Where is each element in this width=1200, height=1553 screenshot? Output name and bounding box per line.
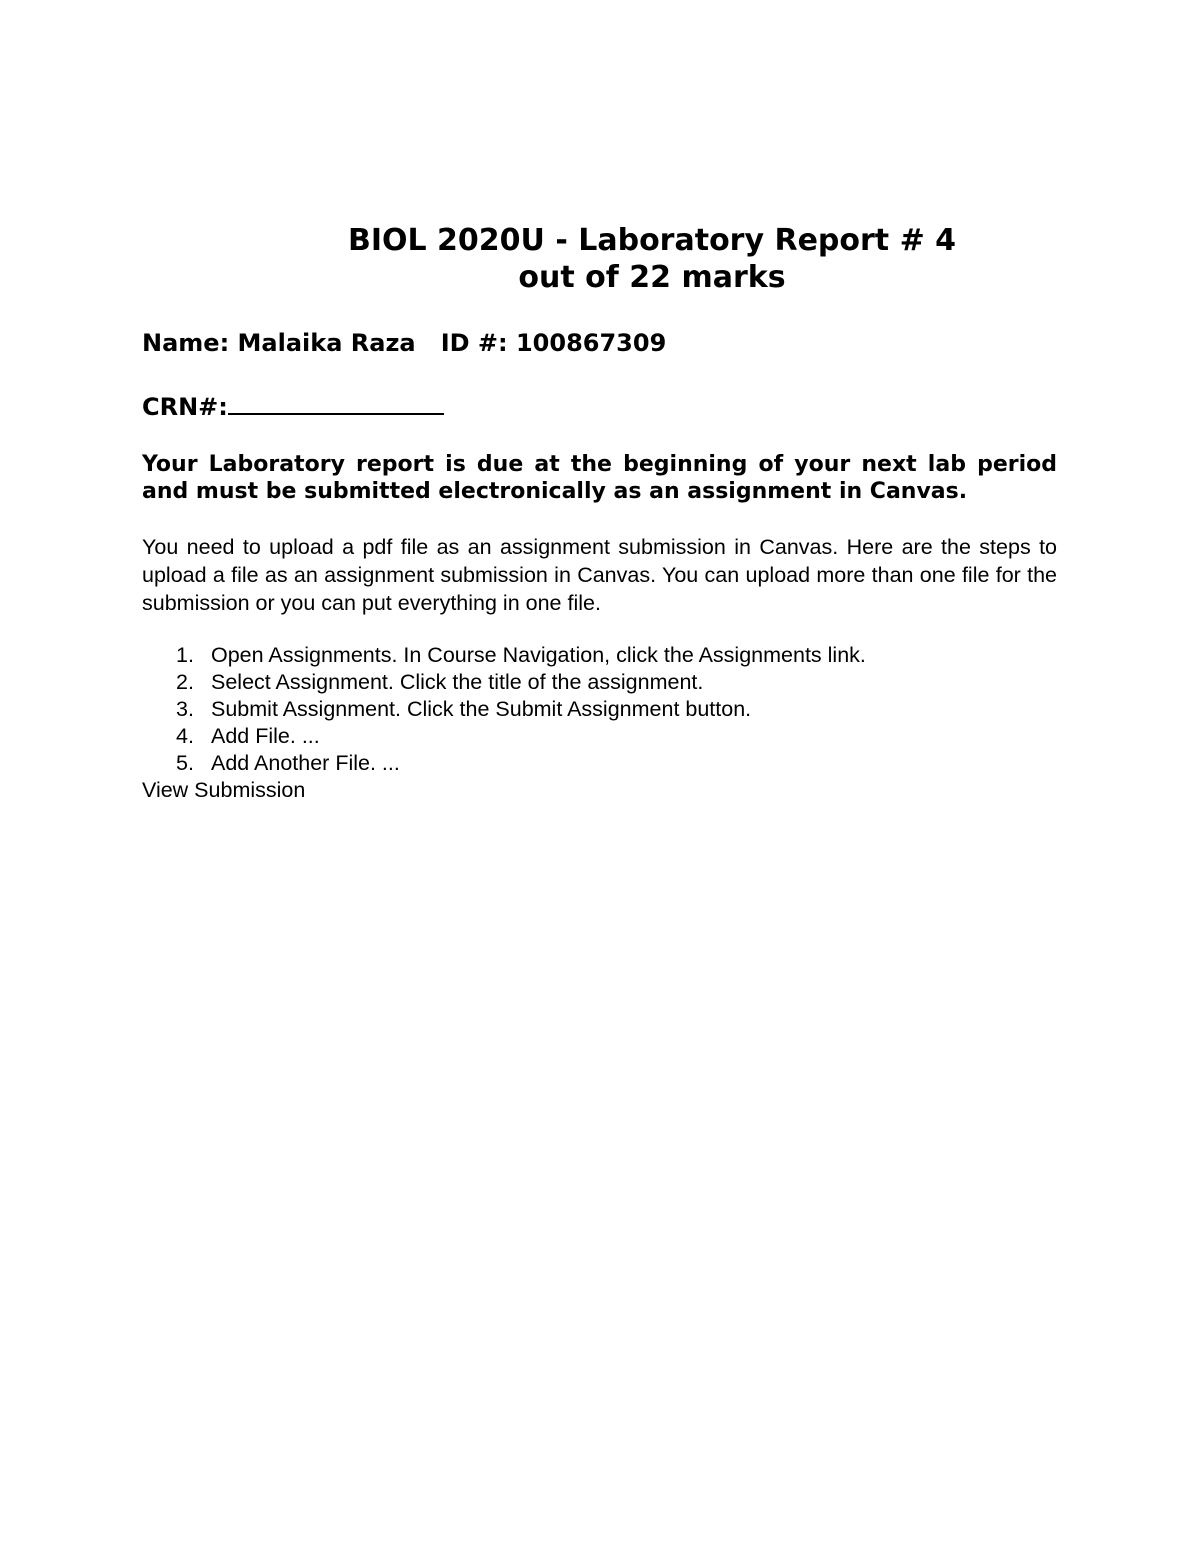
list-item xyxy=(142,723,1057,750)
crn-line xyxy=(142,392,1057,422)
crn-label: CRN#: xyxy=(142,393,228,421)
step-text: Select Assignment. Click the title of the assignment. xyxy=(211,670,704,694)
step-number: 4. xyxy=(176,724,194,748)
document-page xyxy=(142,222,1057,804)
due-notice: Your Laboratory report is due at the beginning of your next lab period and must be submitted electronically as an assignment in Canvas. xyxy=(142,452,1057,504)
name-label: Name: xyxy=(142,329,230,357)
student-info-line xyxy=(142,328,1057,358)
step-text: Add Another File. ... xyxy=(211,751,400,775)
step-number: 5. xyxy=(176,751,194,775)
crn-blank-underline xyxy=(228,393,444,415)
step-text: Add File. ... xyxy=(211,724,320,748)
list-item xyxy=(142,642,1057,669)
list-item xyxy=(142,669,1057,696)
upload-instructions: You need to upload a pdf file as an assignment submission in Canvas. Here are the steps to upload a file as an assignment submission in Canvas. You can upload more than one file for the submission or you can put everything in one file. xyxy=(142,535,1057,615)
list-item xyxy=(142,696,1057,723)
report-title xyxy=(142,222,1057,296)
list-item xyxy=(142,750,1057,777)
report-title-line-2: out of 22 marks xyxy=(518,260,786,295)
step-number: 3. xyxy=(176,697,194,721)
view-submission-text: View Submission xyxy=(142,778,306,802)
id-value: 100867309 xyxy=(515,329,667,357)
report-title-line-1: BIOL 2020U - Laboratory Report # 4 xyxy=(347,223,957,258)
step-text: Submit Assignment. Click the Submit Assignment button. xyxy=(211,697,752,721)
id-label: ID #: xyxy=(440,329,508,357)
name-value: Malaika Raza xyxy=(237,329,416,357)
step-number: 2. xyxy=(176,670,194,694)
step-text: Open Assignments. In Course Navigation, click the Assignments link. xyxy=(211,643,866,667)
step-number: 1. xyxy=(176,643,194,667)
upload-steps-list xyxy=(142,642,1057,777)
